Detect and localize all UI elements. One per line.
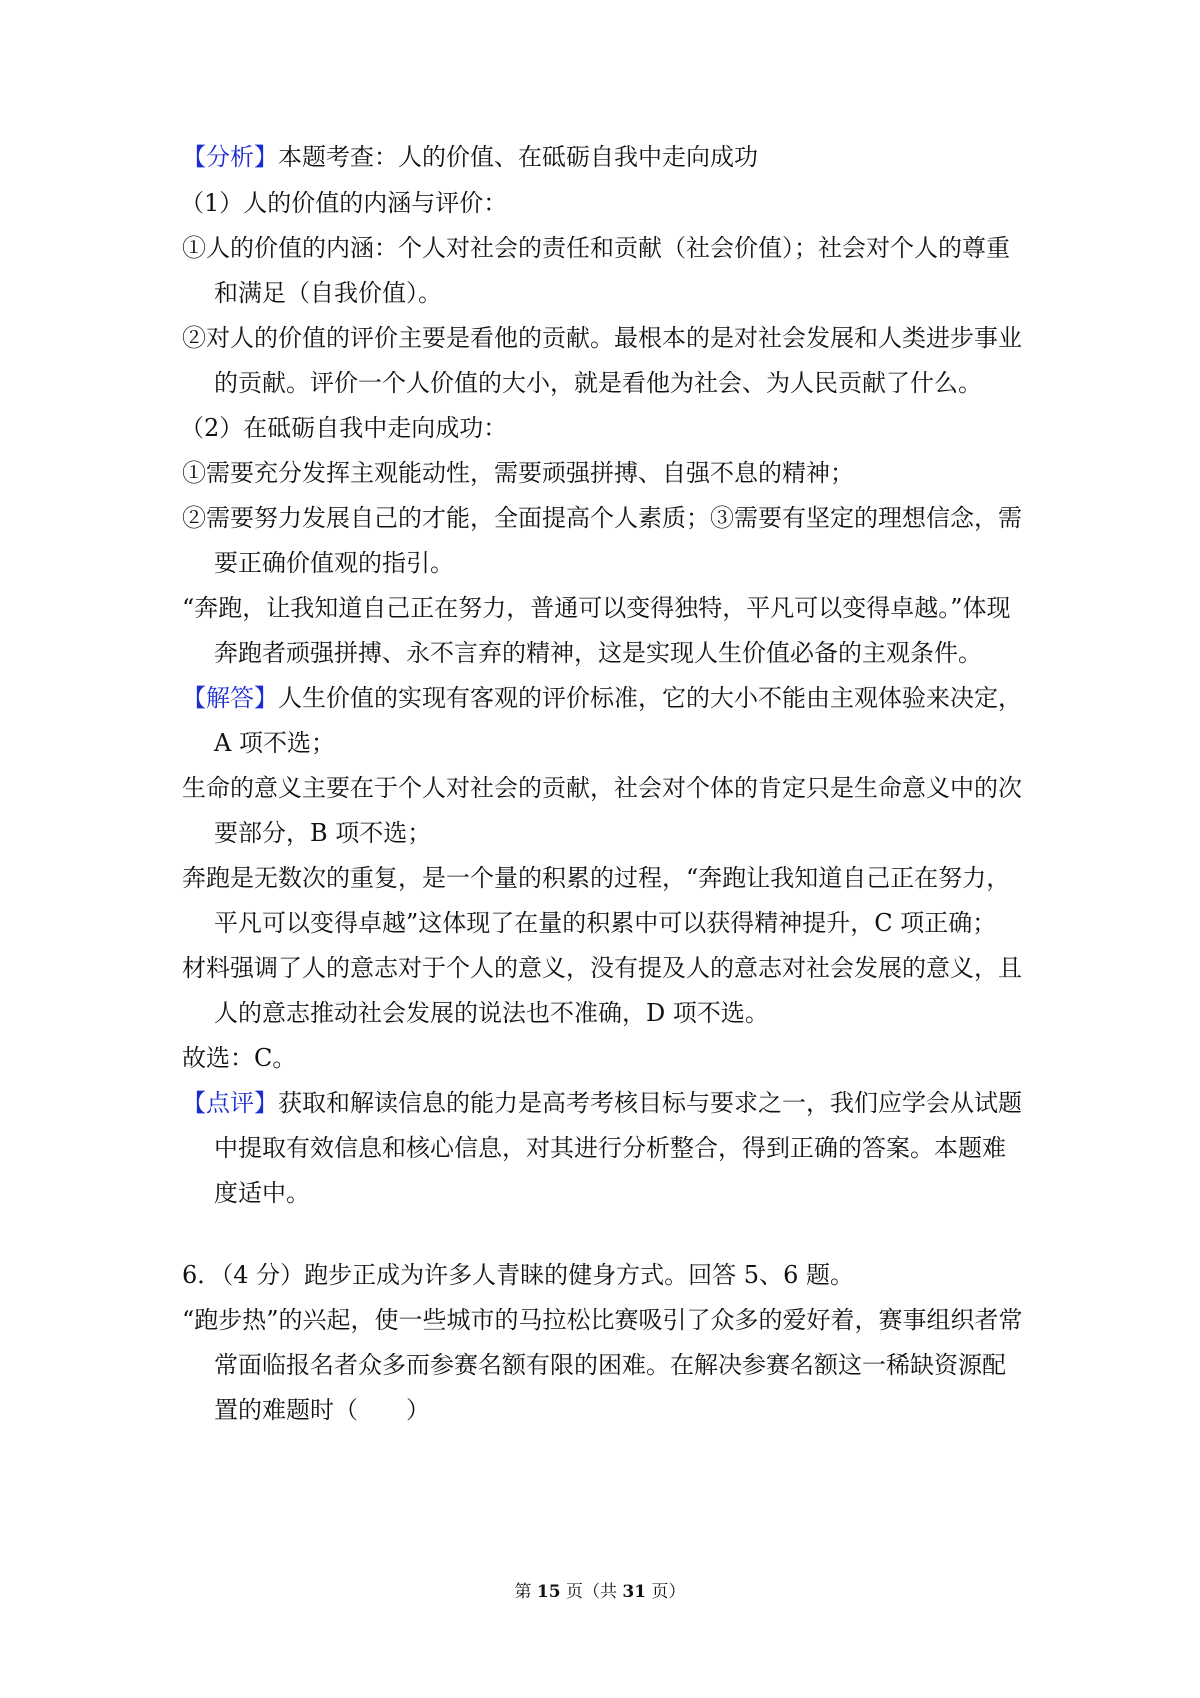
answer-choice: 故选：C。 (182, 1044, 297, 1072)
question6-heading: 6．（4 分）跑步正成为许多人青睐的健身方式。回答 5、6 题。 (182, 1261, 854, 1289)
review-line3: 度适中。 (214, 1179, 310, 1207)
answer-option-d-line2: 人的意志推动社会发展的说法也不准确，D 项不选。 (214, 999, 769, 1027)
point2a-line1: ①需要充分发挥主观能动性，需要顽强拼搏、自强不息的精神； (182, 459, 854, 487)
footer-page-number: 15 (536, 1582, 561, 1602)
answer-option-d-line1: 材料强调了人的意志对于个人的意义，没有提及人的意志对社会发展的意义，且 (182, 954, 1022, 982)
quote-line1: “奔跑，让我知道自己正在努力，普通可以变得独特，平凡可以变得卓越。”体现 (182, 594, 1011, 622)
review-text: 获取和解读信息的能力是高考考核目标与要求之一，我们应学会从试题 (278, 1089, 1022, 1117)
answer-option-c-line1: 奔跑是无数次的重复，是一个量的积累的过程，“奔跑让我知道自己正在努力， (182, 864, 1011, 892)
page-footer (0, 1580, 1200, 1604)
point2-title: （2）在砥砺自我中走向成功： (180, 414, 508, 442)
point1-title: （1）人的价值的内涵与评价： (180, 189, 508, 217)
footer-suffix: 页） (646, 1582, 686, 1602)
answer-option-c-line2: 平凡可以变得卓越”这体现了在量的积累中可以获得精神提升，C 项正确； (214, 909, 997, 937)
question6-stem-line2: 常面临报名者众多而参赛名额有限的困难。在解决参赛名额这一稀缺资源配 (214, 1351, 1006, 1379)
analysis-intro-line (182, 141, 758, 173)
answer-tag: 【解答】 (182, 684, 278, 712)
analysis-tag: 【分析】 (182, 143, 278, 171)
answer-line1 (182, 682, 1022, 714)
question6-stem-line3: 置的难题时（ ） (214, 1396, 430, 1424)
analysis-intro: 本题考查：人的价值、在砥砺自我中走向成功 (278, 143, 758, 171)
footer-prefix: 第 (514, 1582, 537, 1602)
answer-option-b-line1: 生命的意义主要在于个人对社会的贡献，社会对个体的肯定只是生命意义中的次 (182, 774, 1022, 802)
review-line2: 中提取有效信息和核心信息，对其进行分析整合，得到正确的答案。本题难 (214, 1134, 1006, 1162)
footer-total-pages: 31 (622, 1582, 647, 1602)
review-tag: 【点评】 (182, 1089, 278, 1117)
quote-line2: 奔跑者顽强拼搏、永不言弃的精神，这是实现人生价值必备的主观条件。 (214, 639, 982, 667)
point1a-line2: 和满足（自我价值）。 (214, 279, 442, 307)
footer-mid: 页（共 (560, 1582, 623, 1602)
point2b-line2: 要正确价值观的指引。 (214, 549, 454, 577)
point2b-line1: ②需要努力发展自己的才能，全面提高个人素质；③需要有坚定的理想信念，需 (182, 504, 1022, 532)
point1a-line1: ①人的价值的内涵：个人对社会的责任和贡献（社会价值）；社会对个人的尊重 (182, 234, 1010, 262)
answer-option-a: 人生价值的实现有客观的评价标准，它的大小不能由主观体验来决定， (278, 684, 1022, 712)
question6-stem-line1: “跑步热”的兴起，使一些城市的马拉松比赛吸引了众多的爱好着，赛事组织者常 (182, 1306, 1023, 1334)
point1b-line1: ②对人的价值的评价主要是看他的贡献。最根本的是对社会发展和人类进步事业 (182, 324, 1022, 352)
answer-option-a-line2: A 项不选； (214, 729, 335, 757)
review-line1 (182, 1087, 1022, 1119)
point1b-line2: 的贡献。评价一个人价值的大小，就是看他为社会、为人民贡献了什么。 (214, 369, 982, 397)
answer-option-b-line2: 要部分，B 项不选； (214, 819, 432, 847)
